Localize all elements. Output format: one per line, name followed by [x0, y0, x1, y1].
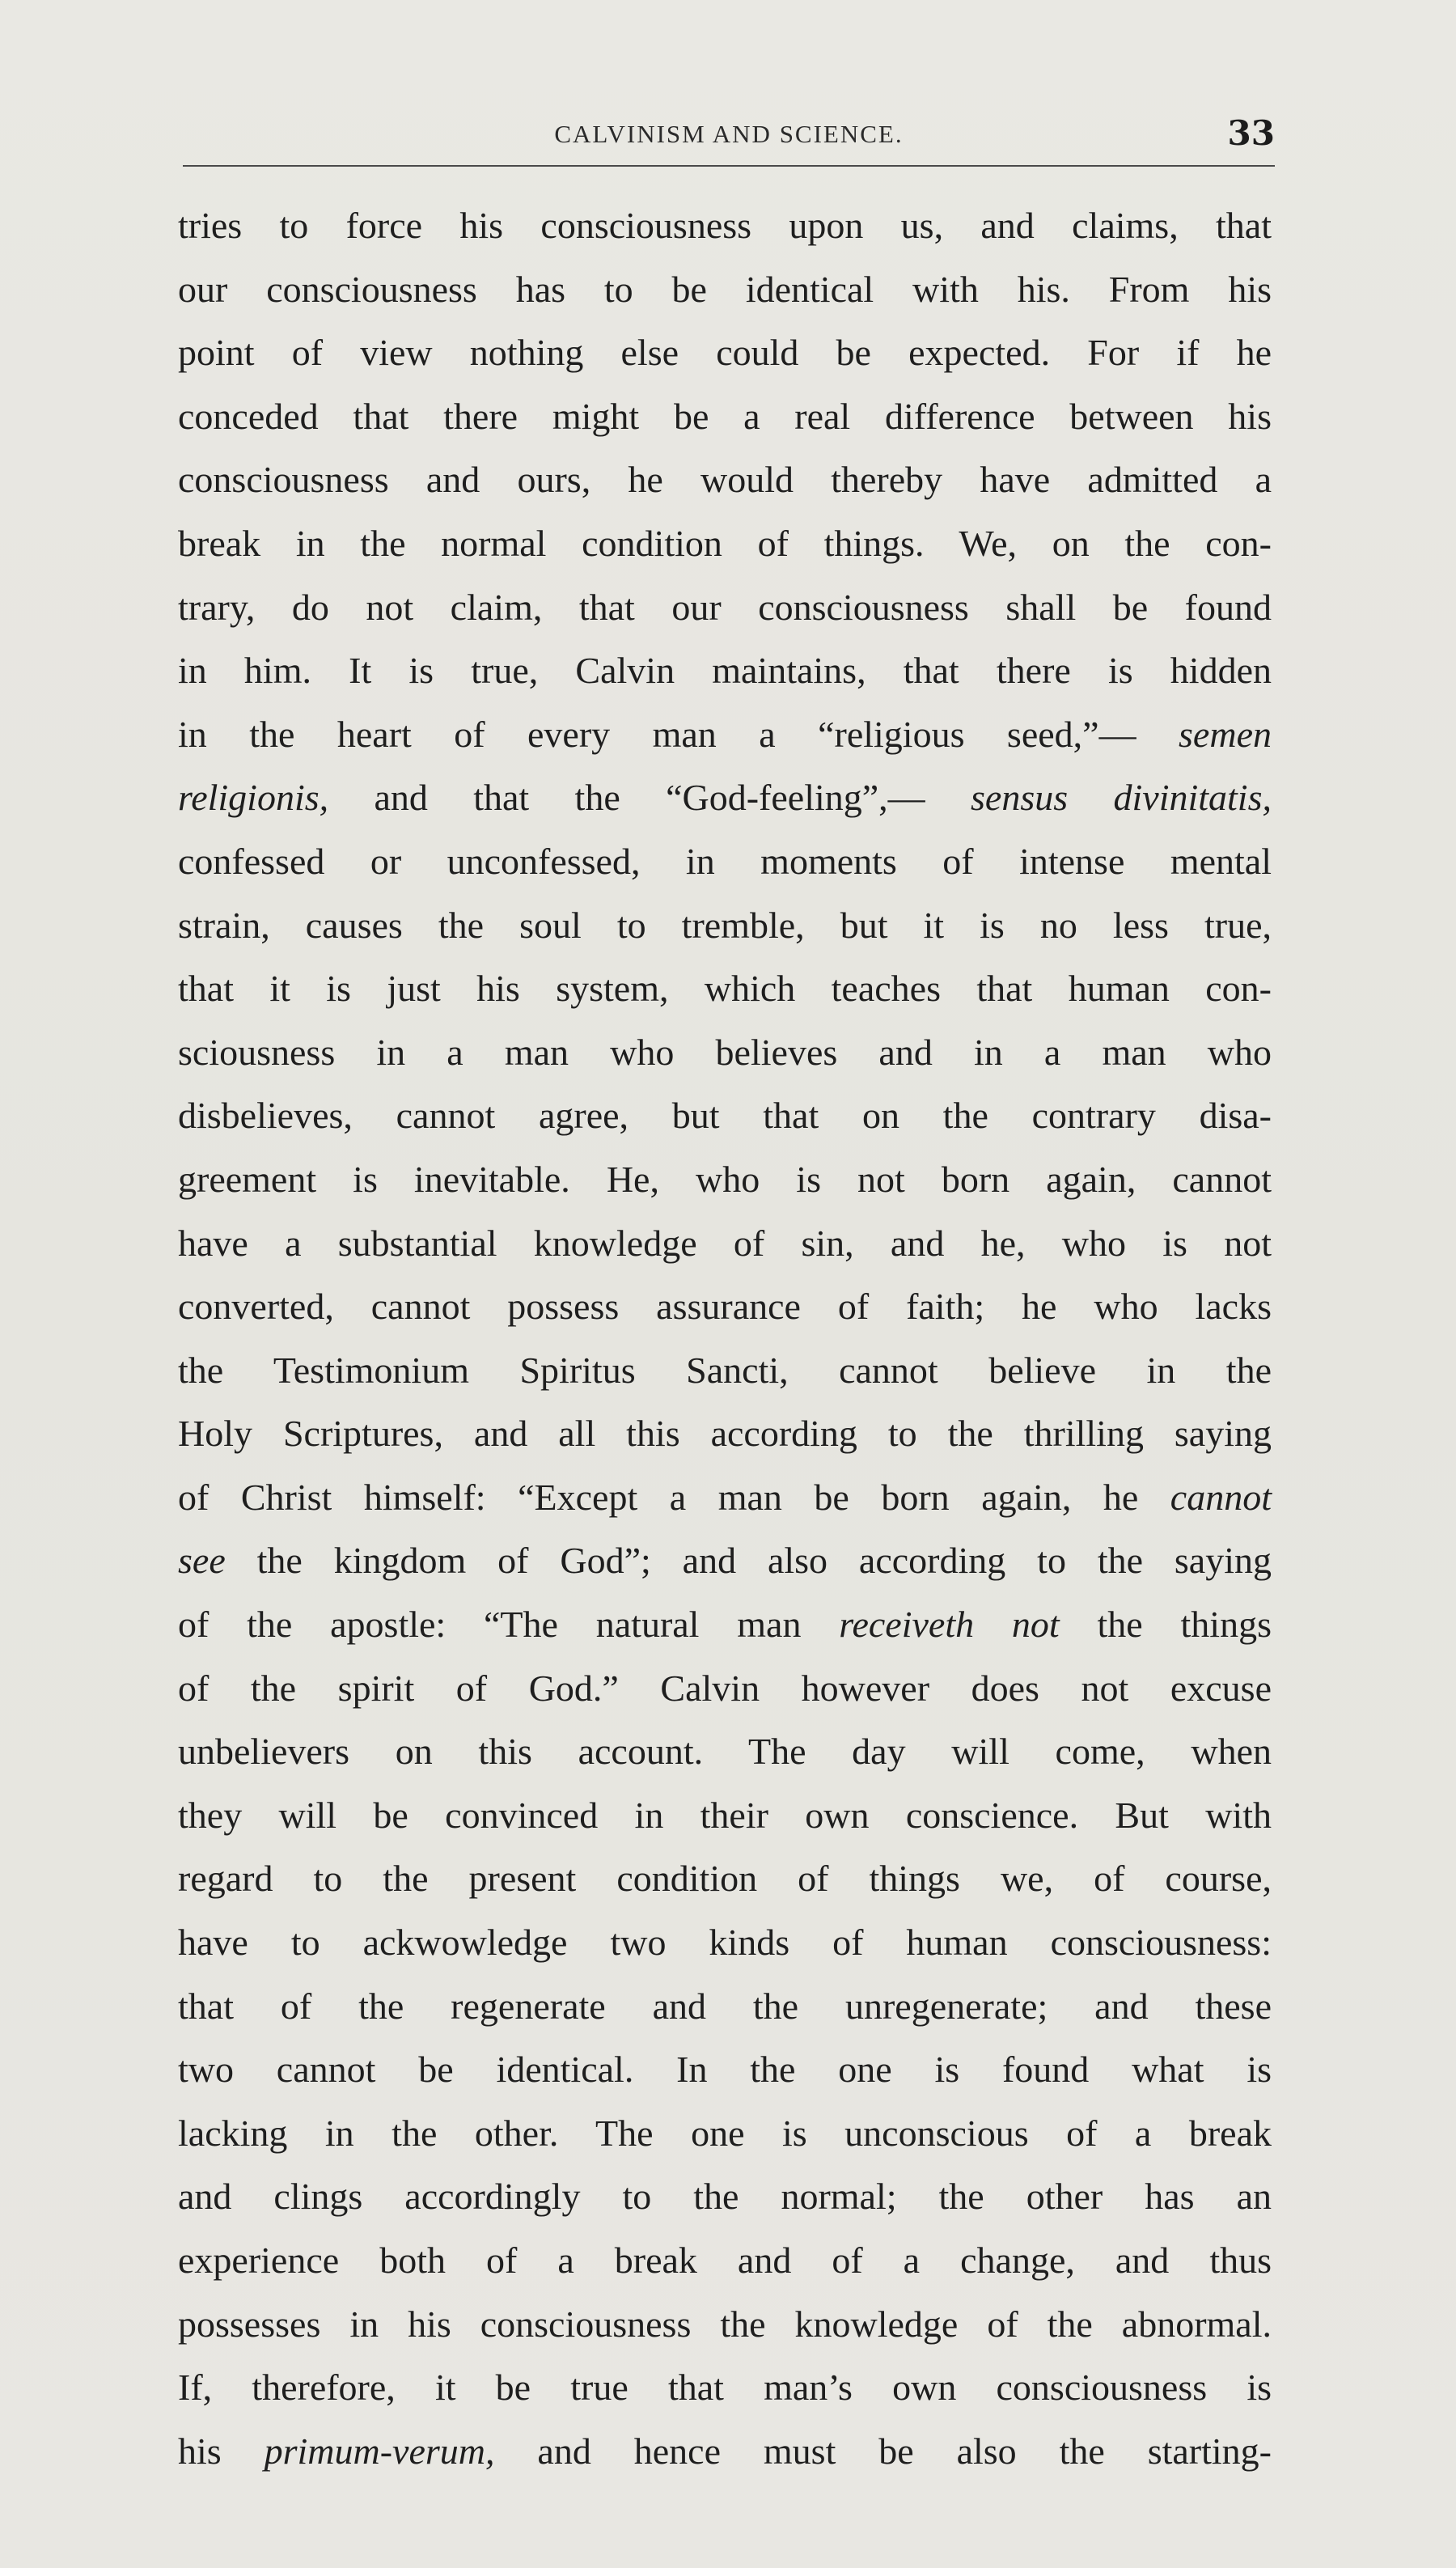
text-segment: in him. It is true, Calvin maintains, that there is hidden [178, 650, 1272, 692]
italic-text: semen [1179, 713, 1272, 755]
text-line [178, 512, 1272, 576]
text-line [178, 1275, 1272, 1339]
italic-text: religionis, [178, 777, 329, 819]
text-segment: have a substantial knowledge of sin, and he, who is not [178, 1222, 1272, 1264]
text-segment: greement is inevitable. He, who is not born again, cannot [178, 1158, 1272, 1200]
text-segment: the things [1059, 1604, 1272, 1646]
text-segment: If, therefore, it be true that man’s own consciousness is [178, 2367, 1272, 2409]
text-line [178, 448, 1272, 512]
text-line [178, 2165, 1272, 2229]
text-segment: point of view nothing else could be expected. For if he [178, 332, 1272, 374]
text-line [178, 1466, 1272, 1530]
text-line [178, 1339, 1272, 1403]
text-line [178, 1593, 1272, 1657]
text-line [178, 258, 1272, 322]
text-segment: sciousness in a man who believes and in a man who [178, 1031, 1272, 1073]
text-line [178, 2420, 1272, 2484]
italic-text: see [178, 1540, 226, 1582]
text-segment: confessed or unconfessed, in moments of intense mental [178, 840, 1272, 882]
text-segment: that it is just his system, which teaches that human con- [178, 968, 1272, 1010]
text-line [178, 1657, 1272, 1721]
text-segment: of the apostle: “The natural man [178, 1604, 840, 1646]
text-segment: possesses in his consciousness the knowledge of the abnormal. [178, 2303, 1272, 2345]
page-number: 33 [1227, 113, 1275, 153]
text-line [178, 703, 1272, 767]
text-segment: our consciousness has to be identical with his. From his [178, 268, 1272, 310]
text-segment: and that the “God-feeling”,— [328, 777, 971, 819]
text-line [178, 2038, 1272, 2102]
text-line [178, 576, 1272, 640]
text-segment: tries to force his consciousness upon us, and claims, that [178, 205, 1272, 246]
header-rule [183, 165, 1275, 167]
text-segment: in the heart of every man a “religious seed,”— [178, 713, 1179, 755]
text-segment: have to ackwowledge two kinds of human consciousness: [178, 1922, 1272, 1964]
text-segment: experience both of a break and of a change, and thus [178, 2240, 1272, 2281]
text-line [178, 2102, 1272, 2166]
text-line [178, 194, 1272, 258]
text-line [178, 639, 1272, 703]
text-line [178, 1402, 1272, 1466]
text-segment: strain, causes the soul to tremble, but it is no less true, [178, 904, 1272, 946]
italic-text: primum-verum, [264, 2430, 495, 2472]
italic-text: sensus divinitatis, [971, 777, 1272, 819]
text-line [178, 385, 1272, 449]
text-segment: that of the regenerate and the unregenerate; and these [178, 1985, 1272, 2027]
text-segment: and hence must be also the starting- [494, 2430, 1272, 2472]
text-line [178, 1529, 1272, 1593]
text-line [178, 1847, 1272, 1911]
text-line [178, 2293, 1272, 2357]
text-segment: the kingdom of God”; and also according to the saying [225, 1540, 1272, 1582]
text-segment: disbelieves, cannot agree, but that on the contrary disa- [178, 1095, 1272, 1137]
text-segment: conceded that there might be a real difference between his [178, 395, 1272, 437]
text-segment: break in the normal condition of things. We, on the con- [178, 522, 1272, 564]
text-line [178, 321, 1272, 385]
text-segment: consciousness and ours, he would thereby have admitted a [178, 459, 1272, 501]
text-line [178, 1021, 1272, 1085]
text-segment: unbelievers on this account. The day will come, when [178, 1731, 1272, 1773]
text-segment: lacking in the other. The one is unconscious of a break [178, 2112, 1272, 2154]
text-line [178, 766, 1272, 830]
text-segment: regard to the present condition of things we, of course, [178, 1858, 1272, 1900]
text-segment: of the spirit of God.” Calvin however does not excuse [178, 1667, 1272, 1709]
text-line [178, 894, 1272, 958]
text-line [178, 1148, 1272, 1212]
italic-text: cannot [1170, 1476, 1272, 1518]
text-segment: they will be convinced in their own conscience. But with [178, 1794, 1272, 1836]
text-segment: his [178, 2430, 265, 2472]
text-line [178, 830, 1272, 894]
text-line [178, 1911, 1272, 1975]
text-segment: trary, do not claim, that our consciousness shall be found [178, 586, 1272, 628]
text-line [178, 1975, 1272, 2039]
text-line [178, 1084, 1272, 1148]
text-segment: the Testimonium Spiritus Sancti, cannot believe in the [178, 1349, 1272, 1391]
text-segment: of Christ himself: “Except a man be born again, he [178, 1476, 1170, 1518]
text-line [178, 1212, 1272, 1276]
text-segment: Holy Scriptures, and all this according to the thrilling saying [178, 1413, 1272, 1455]
text-line [178, 957, 1272, 1021]
running-head [183, 113, 1275, 170]
text-segment: and clings accordingly to the normal; the other has an [178, 2176, 1272, 2218]
text-segment: two cannot be identical. In the one is found what is [178, 2049, 1272, 2091]
text-segment: converted, cannot possess assurance of faith; he who lacks [178, 1286, 1272, 1328]
text-line [178, 1720, 1272, 1784]
running-head-title: CALVINISM AND SCIENCE. [554, 120, 904, 148]
text-line [178, 2356, 1272, 2420]
text-line [178, 1784, 1272, 1848]
body-text [178, 194, 1272, 2483]
italic-text: receiveth not [839, 1604, 1060, 1646]
text-line [178, 2229, 1272, 2293]
